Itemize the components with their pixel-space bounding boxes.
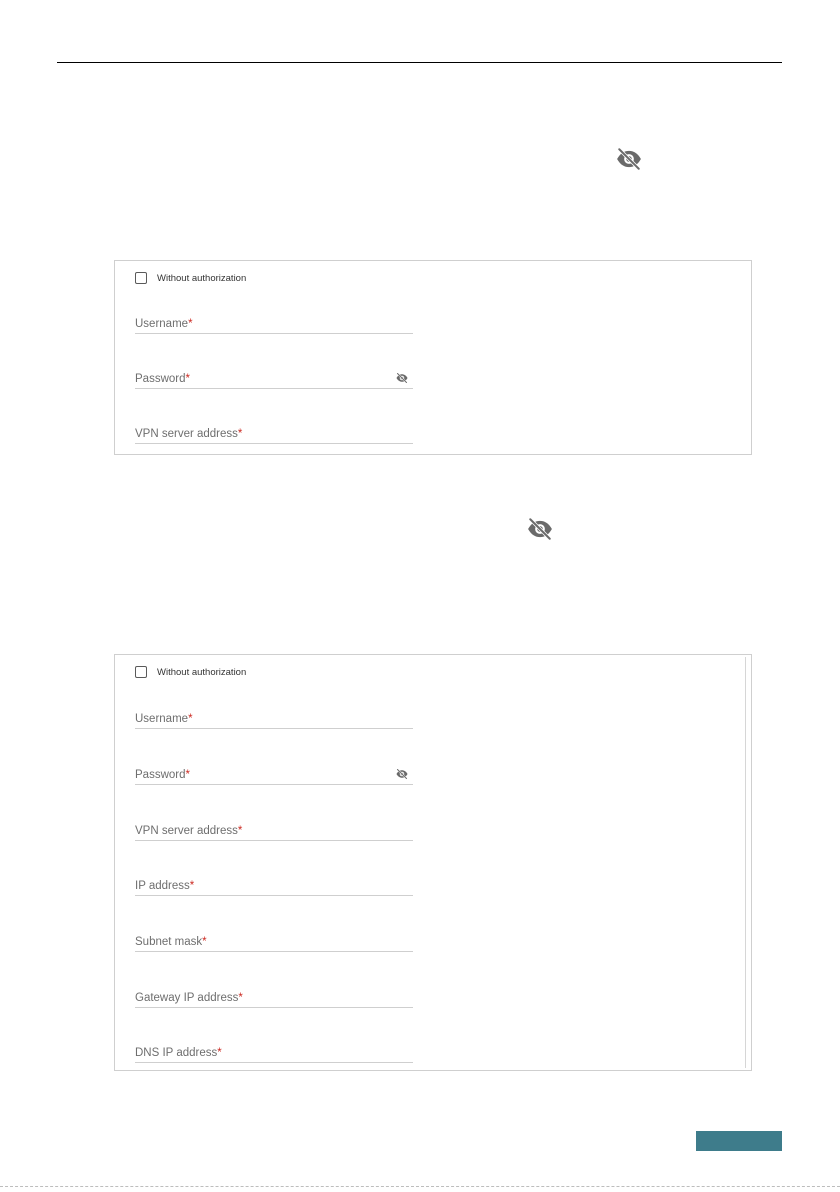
vpn-server-address-field[interactable] xyxy=(135,421,413,444)
vpn-server-address-label: VPN server address* xyxy=(135,428,243,440)
password-label: Password* xyxy=(135,769,190,781)
subnet-mask-field[interactable] xyxy=(135,929,413,952)
vpn-settings-panel-basic xyxy=(114,260,752,455)
gateway-ip-address-field[interactable] xyxy=(135,985,413,1008)
username-field[interactable] xyxy=(135,706,413,729)
password-label: Password* xyxy=(135,373,190,385)
page-header-rule xyxy=(57,62,782,63)
eye-off-icon xyxy=(616,148,642,170)
without-authorization-row[interactable] xyxy=(135,270,246,286)
password-field[interactable] xyxy=(135,366,413,389)
without-authorization-row[interactable] xyxy=(135,664,246,680)
password-field[interactable] xyxy=(135,762,413,785)
gateway-ip-address-label: Gateway IP address* xyxy=(135,992,243,1004)
without-authorization-label: Without authorization xyxy=(157,666,247,678)
ip-address-label: IP address* xyxy=(135,880,195,892)
username-label: Username* xyxy=(135,713,193,725)
vpn-server-address-label: VPN server address* xyxy=(135,825,243,837)
ip-address-field[interactable] xyxy=(135,873,413,896)
vpn-settings-panel-static xyxy=(114,654,752,1071)
page-footer-tab xyxy=(696,1131,782,1151)
username-field[interactable] xyxy=(135,311,413,334)
eye-off-icon xyxy=(527,518,553,540)
without-authorization-checkbox[interactable] xyxy=(135,666,147,678)
eye-off-icon[interactable] xyxy=(396,769,408,779)
without-authorization-checkbox[interactable] xyxy=(135,272,147,284)
dns-ip-address-label: DNS IP address* xyxy=(135,1047,222,1059)
subnet-mask-label: Subnet mask* xyxy=(135,936,207,948)
dns-ip-address-field[interactable] xyxy=(135,1040,413,1063)
without-authorization-label: Without authorization xyxy=(157,272,247,284)
vpn-server-address-field[interactable] xyxy=(135,818,413,841)
page-bottom-edge xyxy=(0,1186,840,1188)
eye-off-icon[interactable] xyxy=(396,373,408,383)
username-label: Username* xyxy=(135,318,193,330)
